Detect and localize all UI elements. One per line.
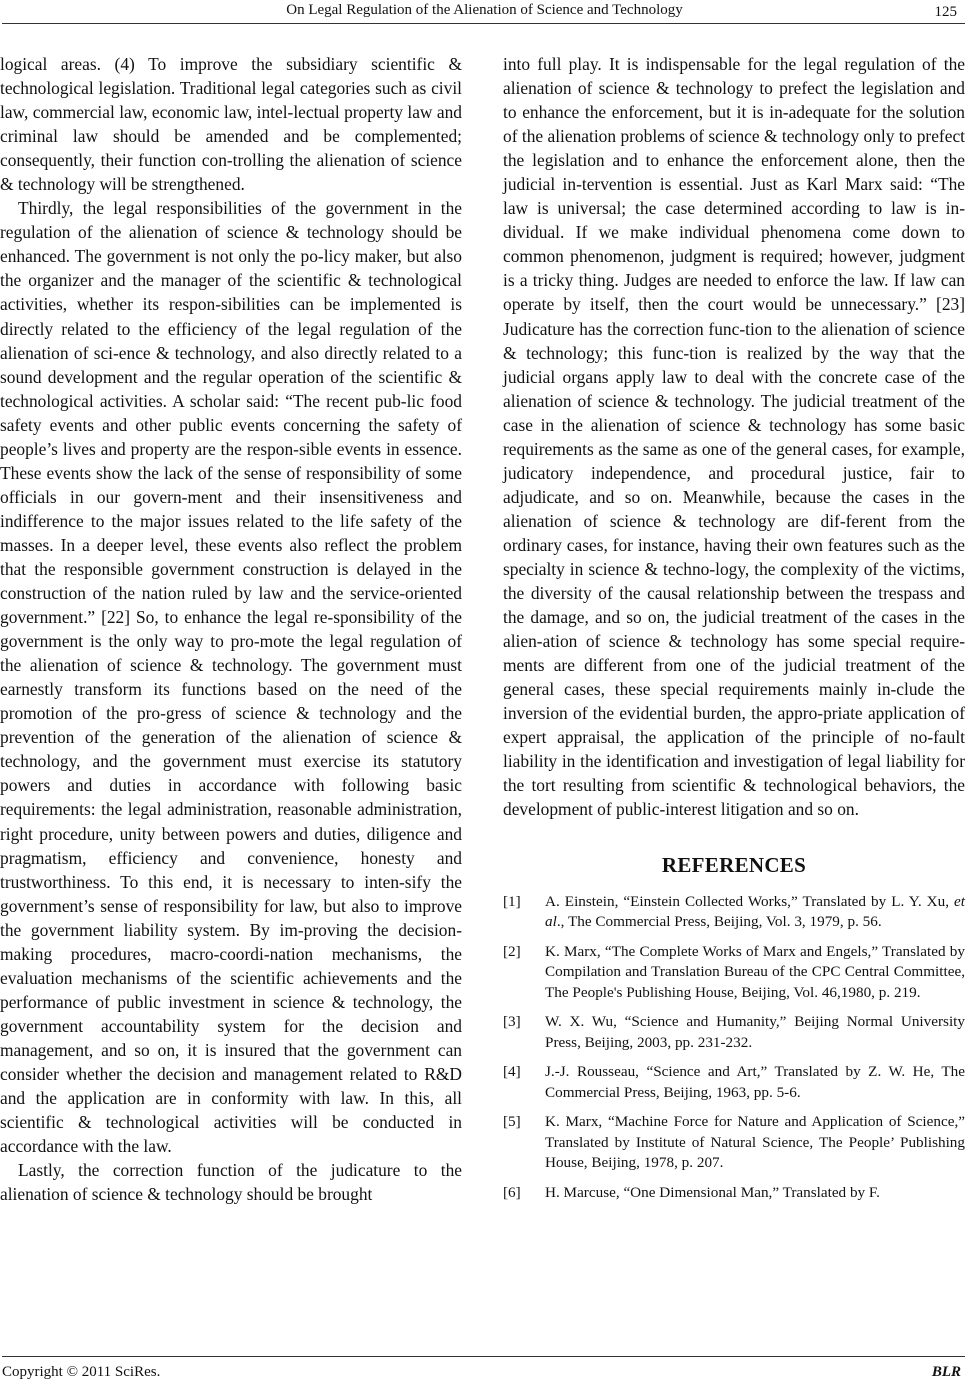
reference-item: [503, 1112, 965, 1174]
left-column: [0, 52, 462, 1206]
reference-item: [503, 892, 965, 933]
reference-text: H. Marcuse, “One Dimensional Man,” Translated by F.: [545, 1183, 880, 1201]
copyright-notice: Copyright © 2011 SciRes.: [2, 1364, 161, 1380]
reference-number: [6]: [503, 1183, 521, 1201]
reference-text: K. Marx, “The Complete Works of Marx and Engels,” Translated by Compilation and Translation Bureau of the CPC Central Committee, The People's Publishing House, Beijing, Vol. 46,1980, p. 219.: [545, 942, 965, 1001]
page-header: [0, 0, 969, 24]
reference-item: [503, 1062, 965, 1103]
reference-text: W. X. Wu, “Science and Humanity,” Beijing Normal University Press, Beijing, 2003, pp. 231-232.: [545, 1013, 965, 1051]
right-column: [503, 52, 965, 1212]
reference-item: [503, 1183, 965, 1204]
page-footer: [0, 1344, 969, 1386]
reference-text: K. Marx, “Machine Force for Nature and Application of Science,” Translated by Institute of Natural Science, The People’ Publishing House, Beijing, 1978, p. 207.: [545, 1113, 965, 1171]
references-heading: REFERENCES: [661, 852, 807, 877]
reference-list: [503, 892, 965, 1204]
reference-text-italic: et al: [545, 892, 965, 930]
paragraph-continuation: logical areas. (4) To improve the subsidiary scientific & technological legislation. Traditional legal categories such as civil law, commercial law, economic law, intel-lectual property law and criminal law should be amended and be complemented; consequently, their function con-trolling the alienation of science & technology will be strengthened.: [0, 54, 462, 195]
footer-rule: [2, 1356, 965, 1357]
running-title: On Legal Regulation of the Alienation of Science and Technology: [286, 2, 683, 18]
reference-text-part: A. Einstein, “Einstein Collected Works,” Translated by L. Y. Xu,: [545, 892, 955, 910]
reference-item: [503, 1012, 965, 1053]
reference-number: [2]: [503, 942, 521, 960]
reference-number: [4]: [503, 1063, 521, 1080]
reference-text: J.-J. Rousseau, “Science and Art,” Translated by Z. W. He, The Commercial Press, Beijing, 1963, pp. 5-6.: [545, 1063, 965, 1101]
header-rule: [2, 23, 965, 24]
reference-number: [1]: [503, 892, 521, 910]
reference-text: [545, 892, 965, 933]
reference-number: [5]: [503, 1113, 521, 1130]
paragraph-thirdly: Thirdly, the legal responsibilities of the government in the regulation of the alienation of science & technology should be enhanced. The government is not only the po-licy maker, but also the organizer and the manager of the scientific & technological activities, whether its respon-sibilities can be implemented is directly related to the efficiency of the legal regulation of the alienation of sci-ence & technology, and also directly related to a sound development and the regular operation of the scientific & technological activities. A scholar said: “The recent pub-lic food safety events and other public events concerning the safety of people’s lives and property are the respon-sible events in essence. These events show the lack of the sense of responsibility of some officials in our govern-ment and their insensitiveness and indifference to the major issues related to the life safety of the masses. In a deeper level, these events also reflect the problem that the responsible government construction is delayed in the construction of the nation ruled by law and the service-oriented government.” [22] So, to enhance the legal re-sponsibility of the government is the only way to pro-mote the legal regulation of the alienation of science & technology. The government must earnestly transform its functions based on the need of the promotion of the pro-gress of science & technology and the prevention of the generation of the alienation of science & technology, and the government must exercise its statutory powers and duties in accordance with following basic requirements: the legal administration, reasonable administration, right procedure, unity between powers and duties, diligence and pragmatism, efficiency and convenience, honesty and trustworthiness. To this end, it is necessary to inten-sify the government’s sense of responsibility for law, but also to improve the government liability system. By im-proving the decision-making procedures, macro-coordi-nation mechanisms, the evaluation mechanisms of the scientific achievements and the performance of public investment in science & technology, the government accountability system for the decision and management, and so on, it is insured that the government can consider whether the decision and management related to R&D and the application are in conformity with law. In this, all scientific & technological activities will be conducted in accordance with the law.: [0, 198, 462, 1157]
journal-abbreviation: BLR: [931, 1364, 961, 1380]
reference-item: [503, 942, 965, 1004]
reference-number: [3]: [503, 1013, 521, 1030]
page-number: 125: [934, 4, 957, 20]
paragraph-judicature: into full play. It is indispensable for the legal regulation of the alienation of science & technology to prefect the legislation and to enhance the enforcement, but it is in-adequate for the solution of the alienation problems of science & technology only to prefect the legislation and to enhance the enforcement alone, then the judicial in-tervention is essential. Just as Karl Marx said: “The law is universal; the case determined according to law is in-dividual. If we make individual phenomena come down to common phenomenon, judgment is required; however, judgment is a tricky thing. Judges are needed to enforce the law. If law can operate by itself, then the court would be unnecessary.” [23] Judicature has the correction func-tion to the alienation of science & technology; this func-tion is realized by the way that the judicial organs apply law to deal with the concrete case of the alienation of science & technology. The judicial treatment of the case in the alienation of science & technology has some basic requirements as the same as one of the general cases, for example, judicatory independence, and procedural justice, fair to adjudicate, and so on. Meanwhile, because the cases in the alienation of science & technology are dif-ferent from the ordinary cases, for instance, having their own features such as the specialty in science & techno-logy, the complexity of the victims, the diversity of the causal relationship between the trespass and the damage, and so on, the judicial treatment of the cases in the alien-ation of science & technology has some special require-ments are different from one of the judicial treatment of the general cases, these special requirements mainly in-clude the inversion of the evidential burden, the appro-priate application of expert appraisal, the application of the principle of no-fault liability in the identification and investigation of legal liability for the tort resulting from scientific & technological behaviors, the development of public-interest litigation and so on.: [503, 54, 965, 820]
paragraph-lastly: Lastly, the correction function of the judicature to the alienation of science & technology should be brought: [0, 1160, 462, 1205]
reference-text-part: ., The Commercial Press, Beijing, Vol. 3, 1979, p. 56.: [556, 913, 882, 930]
